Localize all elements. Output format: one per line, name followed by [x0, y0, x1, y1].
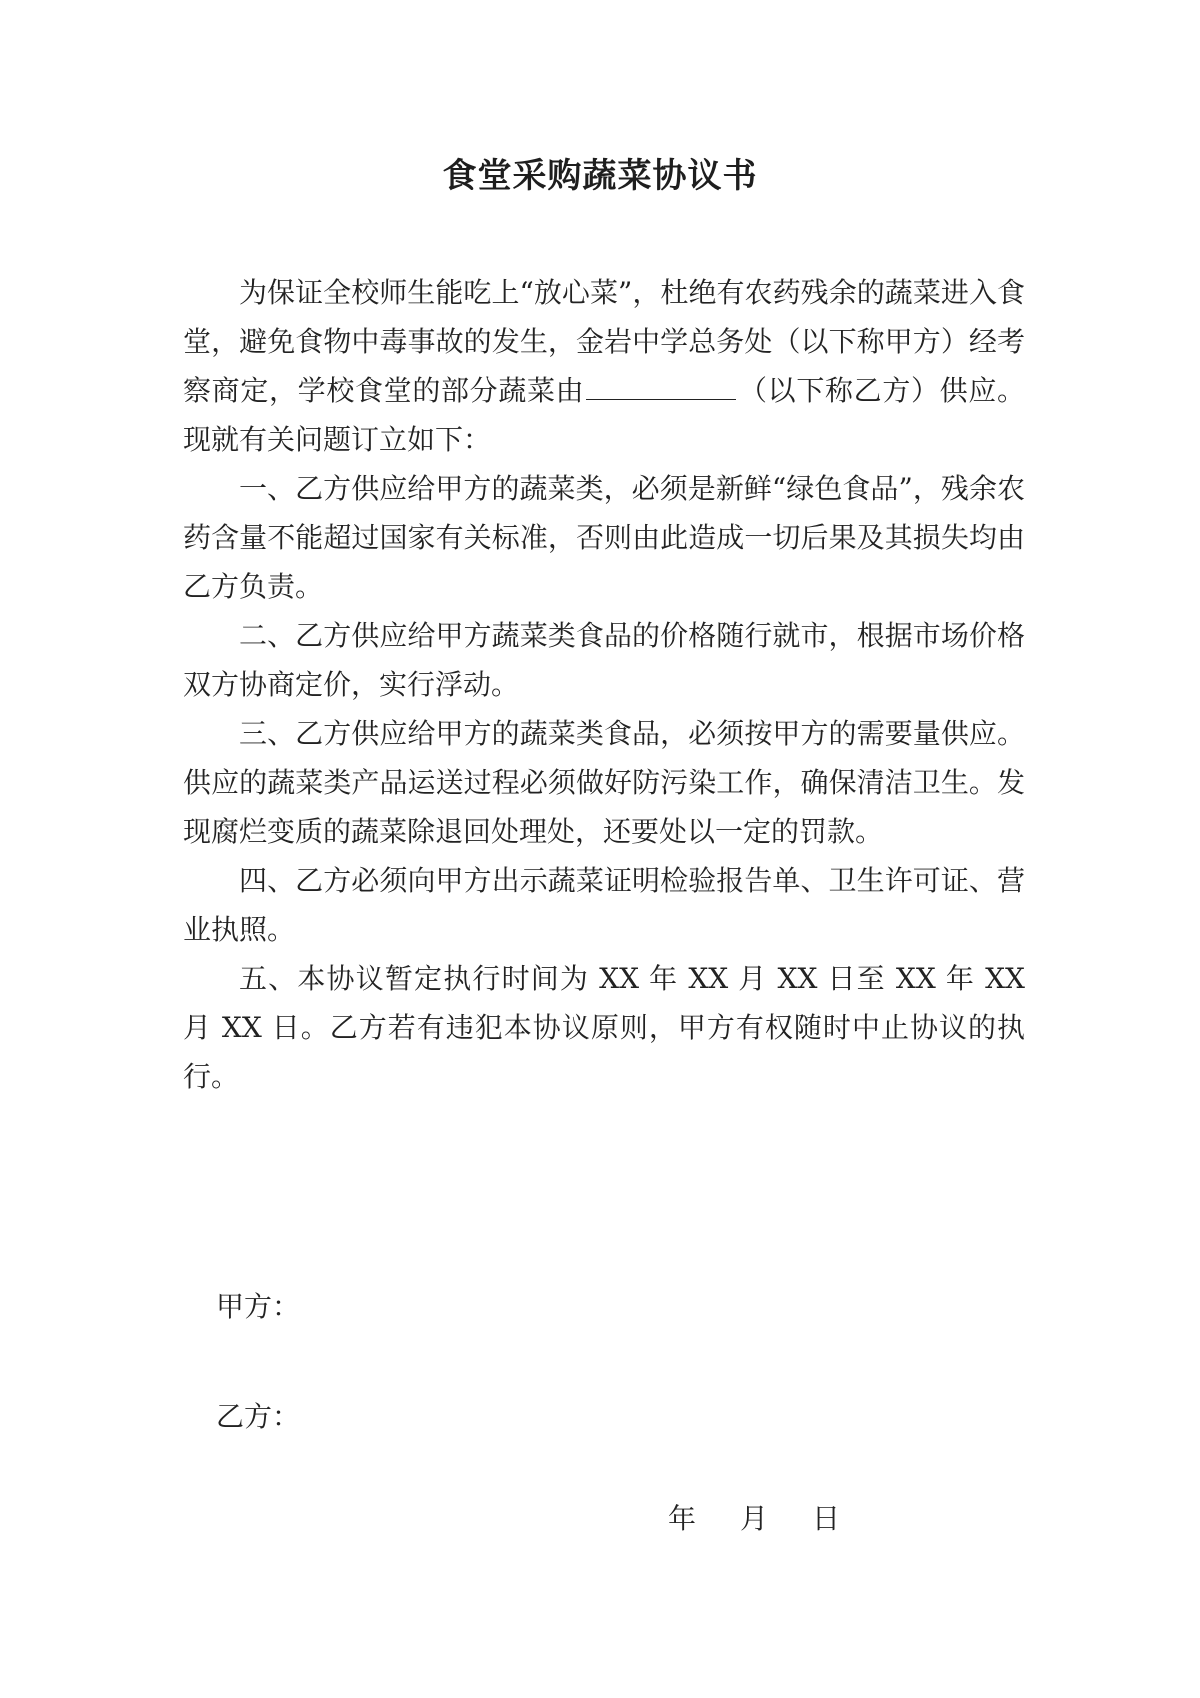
clause-1: 一、乙方供应给甲方的蔬菜类，必须是新鲜“绿色食品”，残余农药含量不能超过国家有关标准，否则由此造成一切后果及其损失均由乙方负责。: [183, 472, 1025, 603]
signing-date: [668, 1497, 840, 1537]
date-month-label: 月: [740, 1502, 769, 1535]
date-year-label: 年: [668, 1502, 697, 1535]
supplier-name-blank: [586, 369, 736, 400]
party-a-signature-label: 甲方：: [216, 1290, 301, 1323]
intro-paragraph: [183, 268, 1025, 464]
clause-5: 五、本协议暂定执行时间为 XX 年 XX 月 XX 日至 XX 年 XX 月 XX 日。乙方若有违犯本协议原则，甲方有权随时中止协议的执行。: [183, 962, 1025, 1093]
clause-3: 三、乙方供应给甲方的蔬菜类食品，必须按甲方的需要量供应。供应的蔬菜类产品运送过程必须做好防污染工作，确保清洁卫生。发现腐烂变质的蔬菜除退回处理处，还要处以一定的罚款。: [183, 717, 1025, 848]
document-title: 食堂采购蔬菜协议书: [442, 156, 758, 196]
intro-text-continued: （以下称乙方）供应。现就有关问题订立如下：: [183, 374, 1025, 456]
clause-2: 二、乙方供应给甲方蔬菜类食品的价格随行就市，根据市场价格双方协商定价，实行浮动。: [183, 619, 1025, 701]
date-day-label: 日: [812, 1502, 841, 1535]
clause-4: 四、乙方必须向甲方出示蔬菜证明检验报告单、卫生许可证、营业执照。: [183, 864, 1025, 946]
intro-text: 为保证全校师生能吃上“放心菜”，杜绝有农药残余的蔬菜进入食堂，避免食物中毒事故的发生，金岩中学总务处（以下称甲方）经考察商定，学校食堂的部分蔬菜由: [183, 276, 1025, 407]
agreement-body: [183, 268, 1025, 1101]
party-b-signature-label: 乙方：: [216, 1400, 301, 1433]
